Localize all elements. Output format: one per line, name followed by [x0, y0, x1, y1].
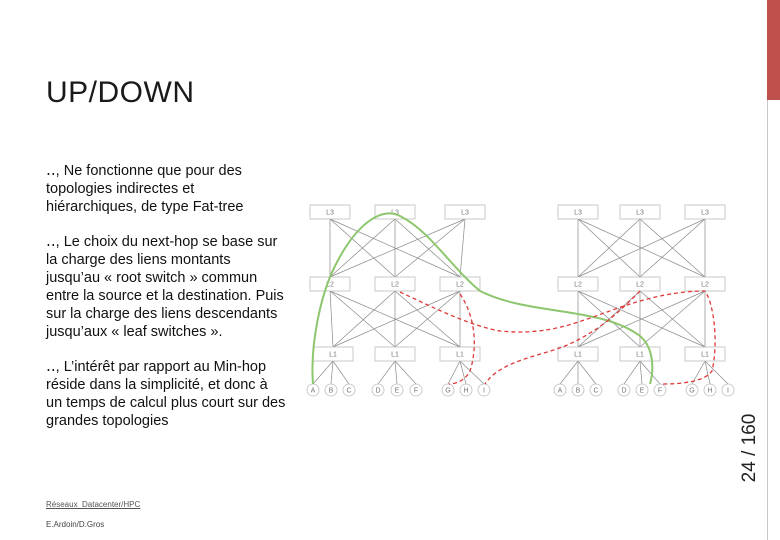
link-line — [448, 361, 460, 384]
down-path — [400, 291, 715, 384]
footer-author: E.Ardoin/D.Gros — [46, 520, 105, 529]
host-label: D — [621, 387, 627, 395]
switch-label: L1 — [391, 351, 399, 359]
bullet-item: ‥, L’intérêt par rapport au Min-hop réside dans la simplicité, et donc à un temps de calcul plus court sur des grandes topologies — [46, 359, 286, 429]
link-line — [313, 361, 333, 384]
footer-link[interactable]: Réseaux_Datacenter/HPC — [46, 500, 141, 509]
link-line — [705, 361, 710, 384]
host-label: E — [639, 387, 645, 395]
page-number: 24 / 160 — [739, 413, 760, 483]
switch-label: L1 — [329, 351, 337, 359]
switch-label: L3 — [461, 209, 469, 217]
switch-label: L1 — [456, 351, 464, 359]
host-label: B — [328, 387, 334, 395]
switch-label: L1 — [701, 351, 709, 359]
switch-label: L3 — [701, 209, 709, 217]
bullet-list — [46, 162, 286, 447]
down-path — [449, 294, 474, 384]
host-label: H — [463, 387, 469, 395]
host-label: C — [593, 387, 599, 395]
page-title: UP/DOWN — [46, 76, 195, 109]
host-label: E — [394, 387, 400, 395]
switch-label: L2 — [391, 281, 399, 289]
link-line — [378, 361, 395, 384]
link-line — [460, 219, 465, 277]
switch-label: L3 — [326, 209, 334, 217]
link-line — [395, 219, 465, 277]
switch-label: L2 — [326, 281, 334, 289]
switch-label: L2 — [456, 281, 464, 289]
link-line — [395, 219, 460, 277]
divider-line — [767, 100, 768, 540]
switch-label: L1 — [574, 351, 582, 359]
link-line — [705, 361, 728, 384]
link-line — [560, 361, 578, 384]
host-label: B — [575, 387, 581, 395]
link-line — [624, 361, 640, 384]
switch-label: L3 — [636, 209, 644, 217]
switch-label: L2 — [636, 281, 644, 289]
switch-label: L3 — [574, 209, 582, 217]
bullet-item: ‥, Ne fonctionne que pour des topologies indirectes et hiérarchiques, de type Fat-tree — [46, 163, 244, 215]
link-line — [640, 361, 642, 384]
switch-label: L1 — [636, 351, 644, 359]
host-label: A — [557, 387, 563, 395]
link-line — [331, 361, 333, 384]
link-line — [330, 291, 333, 347]
switch-nodes — [307, 205, 734, 396]
host-label: C — [346, 387, 352, 395]
fat-tree-diagram — [300, 196, 740, 406]
link-line — [578, 361, 596, 384]
host-label: F — [413, 387, 419, 395]
host-label: A — [310, 387, 316, 395]
bullet-item: ‥, Le choix du next-hop se base sur la charge des liens montants jusqu’au « root switch » commun entre la source et la destination. Puis sur la charge des liens descendants jusqu’aux « leaf switches ». — [46, 234, 284, 340]
host-label: G — [445, 387, 451, 395]
host-label: D — [375, 387, 381, 395]
switch-label: L3 — [391, 209, 399, 217]
down-path — [485, 291, 640, 384]
host-label: F — [657, 387, 663, 395]
host-label: I — [727, 387, 729, 395]
switch-label: L2 — [574, 281, 582, 289]
accent-bar — [767, 0, 780, 100]
host-label: G — [689, 387, 695, 395]
up-path — [312, 213, 652, 384]
link-line — [395, 361, 397, 384]
host-label: I — [483, 387, 485, 395]
link-line — [333, 361, 349, 384]
link-line — [395, 361, 416, 384]
host-label: H — [707, 387, 713, 395]
switch-label: L2 — [701, 281, 709, 289]
